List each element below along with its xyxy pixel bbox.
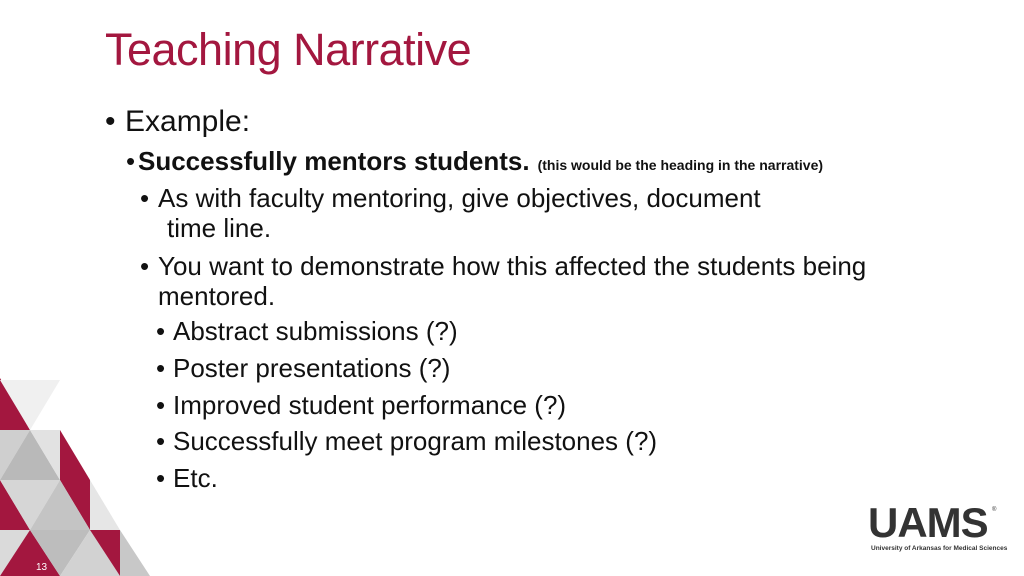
- bullet-marker: •: [156, 390, 166, 420]
- bullet-marker: •: [126, 146, 136, 176]
- bullet-marker: •: [156, 463, 166, 493]
- narrative-heading: Successfully mentors students.: [138, 146, 530, 176]
- bullet-text: You want to demonstrate how this affected the students being: [158, 251, 867, 281]
- logo-subtitle: University of Arkansas for Medical Sciences: [871, 545, 1008, 552]
- bullet-marker: •: [105, 105, 116, 138]
- bullet-text: Improved student performance (?): [173, 390, 567, 420]
- bullet-marker: •: [156, 316, 166, 346]
- bullet-level4: [156, 316, 458, 347]
- bullet-marker: •: [140, 183, 150, 213]
- bullet-level3: [140, 251, 866, 282]
- logo-wordmark: UAMS: [868, 499, 988, 546]
- bullet-text: As with faculty mentoring, give objectives, document: [158, 183, 761, 213]
- bullet-level4: [156, 426, 657, 457]
- bullet-level4: [156, 463, 218, 494]
- triangle-pattern-decoration: [0, 0, 180, 576]
- slide-title: Teaching Narrative: [105, 24, 472, 75]
- bullet-continuation: mentored.: [158, 281, 276, 311]
- bullet-text: Etc.: [173, 463, 218, 493]
- bullet-text: Successfully meet program milestones (?): [173, 426, 658, 456]
- bullet-level4: [156, 390, 566, 421]
- bullet-level3: [140, 183, 761, 214]
- bullet-text: Example:: [125, 105, 251, 138]
- bullet-text: Poster presentations (?): [173, 353, 451, 383]
- heading-note: (this would be the heading in the narrative): [537, 157, 824, 173]
- bullet-level4: [156, 353, 450, 384]
- bullet-continuation: time line.: [167, 213, 272, 243]
- bullet-level2: [126, 146, 823, 177]
- bullet-text: Abstract submissions (?): [173, 316, 458, 346]
- bullet-marker: •: [140, 251, 150, 281]
- bullet-marker: •: [156, 353, 166, 383]
- registered-mark: ®: [992, 507, 997, 513]
- page-number: 13: [36, 562, 48, 573]
- bullet-marker: •: [156, 426, 166, 456]
- bullet-level1: [105, 105, 250, 139]
- uams-logo: [868, 499, 1008, 555]
